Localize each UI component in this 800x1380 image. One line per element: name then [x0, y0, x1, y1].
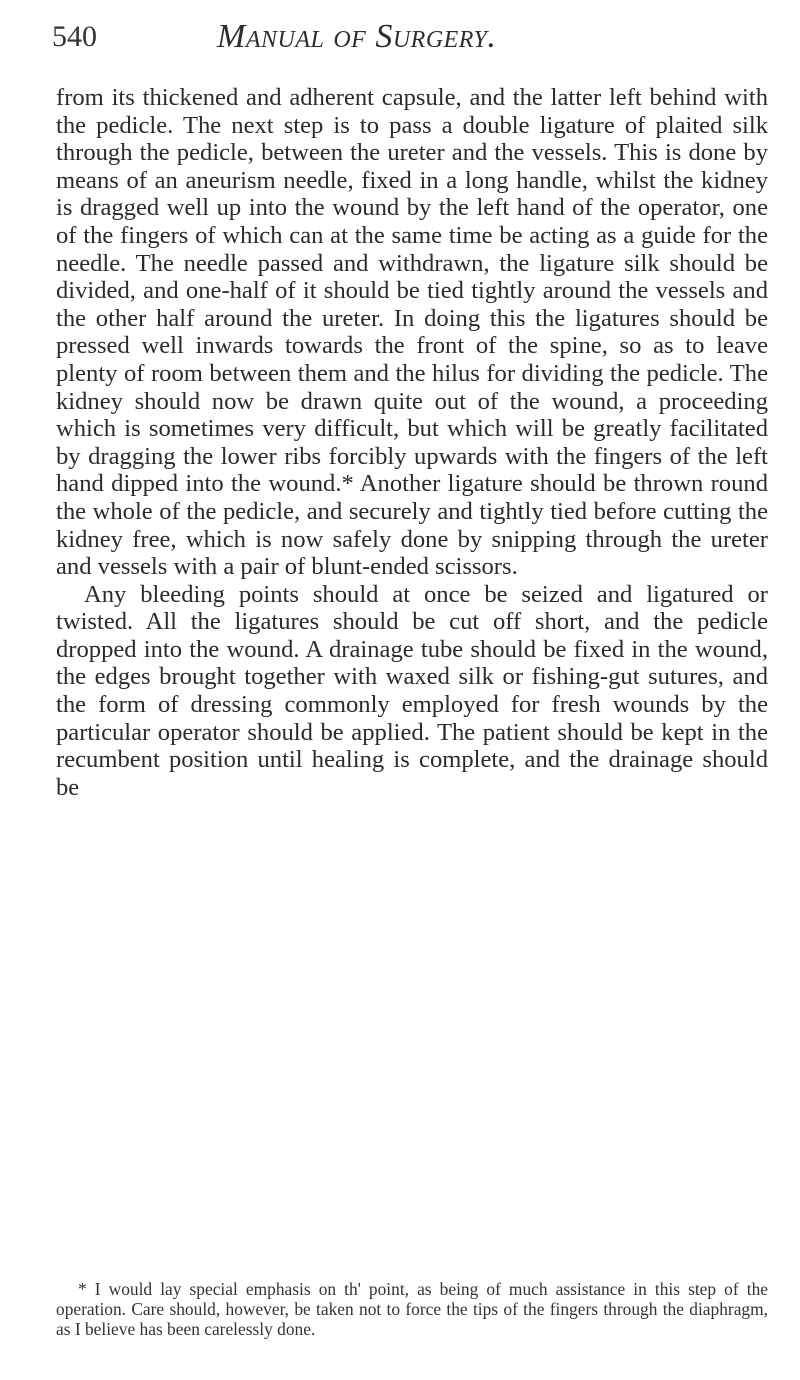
- body-text: [56, 84, 768, 801]
- paragraph: from its thickened and adherent capsule, and the latter left behind with the pedicle. The next step is to pass a double ligature of plaited silk through the pedicle, between the ureter and the vessels. This is done by means of an aneurism needle, fixed in a long handle, whilst the kidney is dragged well up into the wound by the left hand of the operator, one of the fingers of which can at the same time be acting as a guide for the needle. The needle passed and withdrawn, the ligature silk should be divided, and one-half of it should be tied tightly around the vessels and the other half around the ureter. In doing this the ligatures should be pressed well inwards towards the front of the spine, so as to leave plenty of room between them and the hilus for dividing the pedicle. The kidney should now be drawn quite out of the wound, a proceeding which is sometimes very difficult, but which will be greatly facilitated by dragging the lower ribs forcibly upwards with the fingers of the left hand dipped into the wound.* Another ligature should be thrown round the whole of the pedicle, and securely and tightly tied before cutting the kidney free, which is now safely done by snipping through the ureter and vessels with a pair of blunt-ended scissors.: [56, 84, 768, 581]
- page-number: 540: [52, 20, 97, 53]
- footnote-text: * I would lay special emphasis on th' point, as being of much assistance in this step of the operation. Care should, however, be taken not to force the tips of the fingers through the diaphragm, as I believe has been carelessly done.: [56, 1279, 768, 1339]
- running-head: [52, 14, 752, 64]
- book-title: Manual of Surgery.: [217, 18, 497, 55]
- paragraph: Any bleeding points should at once be seized and ligatured or twisted. All the ligatures should be cut off short, and the pedicle dropped into the wound. A drainage tube should be fixed in the wound, the edges brought together with waxed silk or fishing-gut sutures, and the form of dressing commonly employed for fresh wounds by the particular operator should be applied. The patient should be kept in the recumbent position until healing is complete, and the drainage should be: [56, 580, 768, 801]
- footnote: [56, 1280, 768, 1339]
